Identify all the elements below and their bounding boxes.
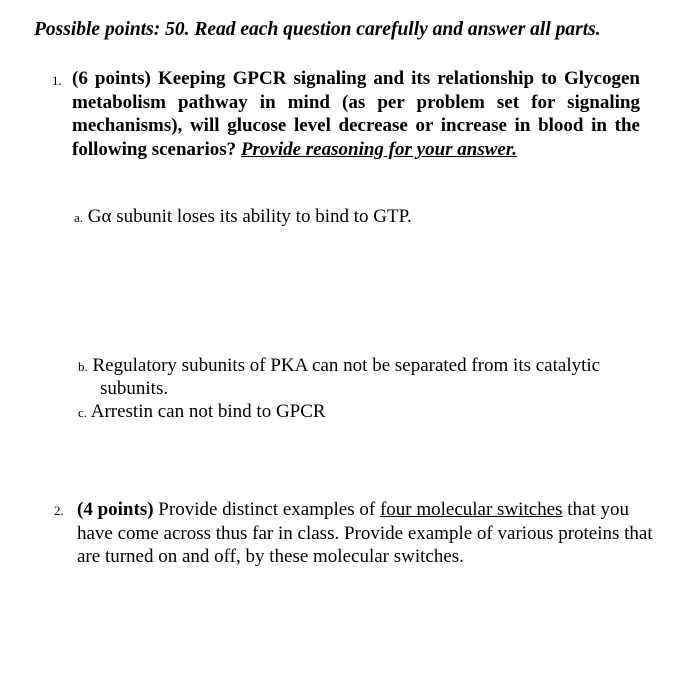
part-b-text-line2: subunits. (100, 378, 169, 399)
part-a-text: Gα subunit loses its ability to bind to GTP. (87, 206, 412, 227)
question-1-text: (6 points) Keeping GPCR signaling and its relationship to Glycogen metabolism pathway in mind (as per problem set for signaling mechanisms), will glucose level decrease or increase in blood in the following scenarios? (72, 68, 640, 160)
part-b-letter: b. (78, 359, 88, 374)
part-c-text: Arrestin can not bind to GPCR (90, 401, 326, 422)
part-c-letter: c. (78, 405, 88, 420)
question-1-emphasis: Provide reasoning for your answer. (240, 138, 517, 160)
question-1-part-c (78, 401, 326, 424)
question-2 (77, 498, 667, 569)
question-1-part-b (78, 355, 658, 400)
question-2-points: (4 points) (77, 499, 154, 520)
question-1-number: 1. (52, 73, 62, 88)
question-2-number: 2. (54, 503, 64, 518)
part-a-letter: a. (74, 210, 84, 225)
question-1-part-a (74, 206, 412, 229)
question-2-underlined: four molecular switches (379, 499, 563, 520)
question-1 (72, 67, 640, 161)
question-2-text-post: that you have come across thus far in class. Provide example of various proteins that are turned on and off, by these molecular switches. (77, 499, 653, 567)
instructions-header: Possible points: 50. Read each question carefully and answer all parts. (34, 19, 601, 40)
part-b-text-line1: Regulatory subunits of PKA can not be separated from its catalytic (92, 355, 601, 376)
question-2-text-pre: Provide distinct examples of (153, 499, 380, 520)
